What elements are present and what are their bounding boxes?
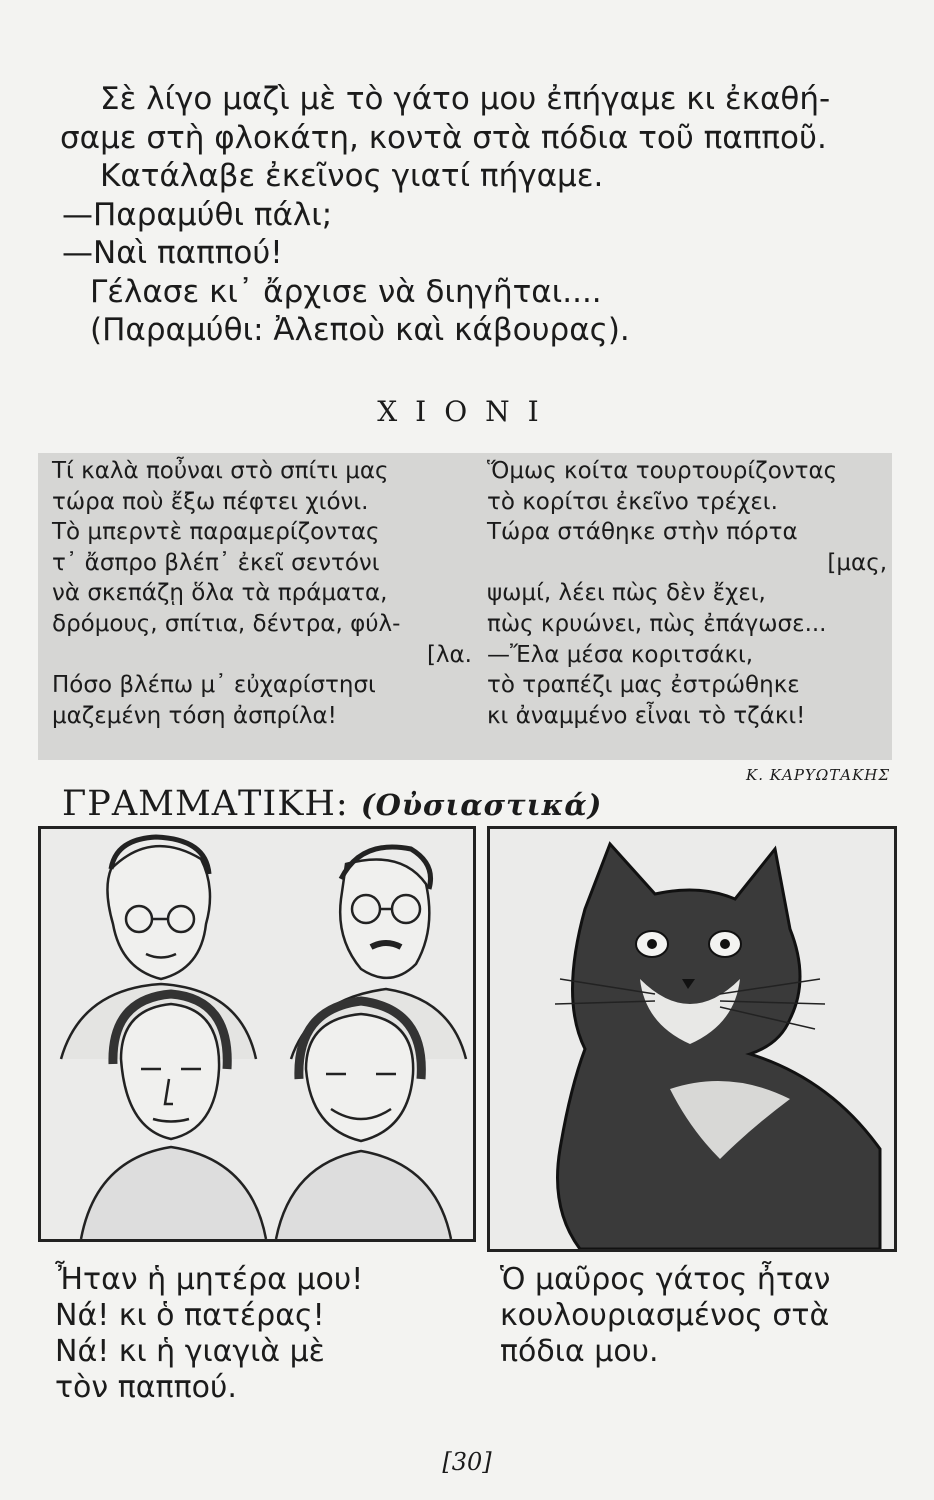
cat-figure	[555, 844, 880, 1249]
poem-line: τ᾿ ἄσπρο βλέπ᾿ ἐκεῖ σεντόνι	[52, 549, 380, 576]
poem-line: Πόσο βλέπω μ᾿ εὐχαρίστησι	[52, 672, 376, 699]
caption-line: Νά! κι ὁ πατέρας!	[55, 1298, 325, 1333]
caption-line: πόδια μου.	[500, 1334, 659, 1369]
poem-line: —Ἔλα μέσα κοριτσάκι,	[487, 641, 754, 668]
poem-author: Κ. ΚΑΡΥΩΤΑΚΗΣ	[746, 766, 890, 784]
caption-line: Ἦταν ἡ μητέρα μου!	[55, 1262, 364, 1297]
poem-line: ψωμί, λέει πὼς δὲν ἔχει,	[487, 580, 766, 607]
poem-line: Τώρα στάθηκε στὴν πόρτα	[487, 519, 798, 546]
poem-line: τὸ κορίτσι ἐκεῖνο τρέχει.	[487, 488, 778, 515]
poem-line: νὰ σκεπάζῃ ὅλα τὰ πράματα,	[52, 580, 388, 607]
intro-line: σαμε στὴ φλοκάτη, κοντὰ στὰ πόδια τοῦ παπποῦ.	[60, 119, 827, 156]
poem-line: πὼς κρυώνει, πὼς ἐπάγωσε...	[487, 610, 827, 637]
poem-line: τώρα ποὺ ἔξω πέφτει χιόνι.	[52, 488, 369, 515]
poem-line: Τί καλὰ ποὖναι στὸ σπίτι μας	[52, 458, 389, 484]
family-drawing	[41, 829, 473, 1239]
grammar-title: ΓΡΑΜΜΑΤΙΚΗ:	[62, 784, 349, 824]
caption-left	[55, 1262, 363, 1406]
caption-line: τὸν παππού.	[55, 1370, 237, 1405]
poem-line: κι ἀναμμένο εἶναι τὸ τζάκι!	[487, 702, 806, 729]
intro-line: Κατάλαβε ἐκεῖνος γιατί πήγαμε.	[100, 158, 604, 194]
page-number: [30]	[442, 1448, 492, 1476]
intro-line: —Ναὶ παππού!	[62, 235, 283, 271]
poem-title: ΧΙΟΝΙ	[377, 395, 557, 428]
intro-line: Σὲ λίγο μαζὶ μὲ τὸ γάτο μου ἐπήγαμε κι ἐκαθή-	[100, 81, 831, 117]
family-illustration	[38, 826, 476, 1242]
intro-paragraph	[60, 80, 900, 350]
caption-line: Νά! κι ἡ γιαγιὰ μὲ	[55, 1334, 325, 1369]
poem-line: Ὅμως κοίτα τουρτουρίζοντας	[487, 458, 838, 484]
poem-line: Τὸ μπερντὲ παραμερίζοντας	[52, 519, 380, 546]
grammar-heading	[62, 784, 602, 824]
caption-right	[500, 1262, 830, 1370]
cat-drawing	[490, 829, 894, 1249]
poem-left-column	[52, 456, 472, 731]
poem-right-column	[487, 456, 887, 731]
caption-line: Ὁ μαῦρος γάτος ἦταν	[500, 1262, 831, 1297]
caption-line: κουλουριασμένος στὰ	[500, 1298, 830, 1333]
intro-line: Γέλασε κι᾿ ἄρχισε νὰ διηγῆται....	[90, 273, 602, 310]
poem-line: μαζεμένη τόση ἀσπρίλα!	[52, 702, 337, 729]
poem-line: [μας,	[827, 549, 887, 576]
intro-line: —Παραμύθι πάλι;	[62, 196, 333, 233]
poem-line: δρόμους, σπίτια, δέντρα, φύλ-	[52, 610, 401, 637]
cat-illustration	[487, 826, 897, 1252]
poem-line: τὸ τραπέζι μας ἐστρώθηκε	[487, 672, 800, 699]
poem-line: [λα.	[426, 641, 472, 668]
grammar-subtitle: (Οὐσιαστικά)	[360, 788, 603, 822]
intro-line: (Παραμύθι: Ἀλεποὺ καὶ κάβουρας).	[90, 312, 630, 348]
